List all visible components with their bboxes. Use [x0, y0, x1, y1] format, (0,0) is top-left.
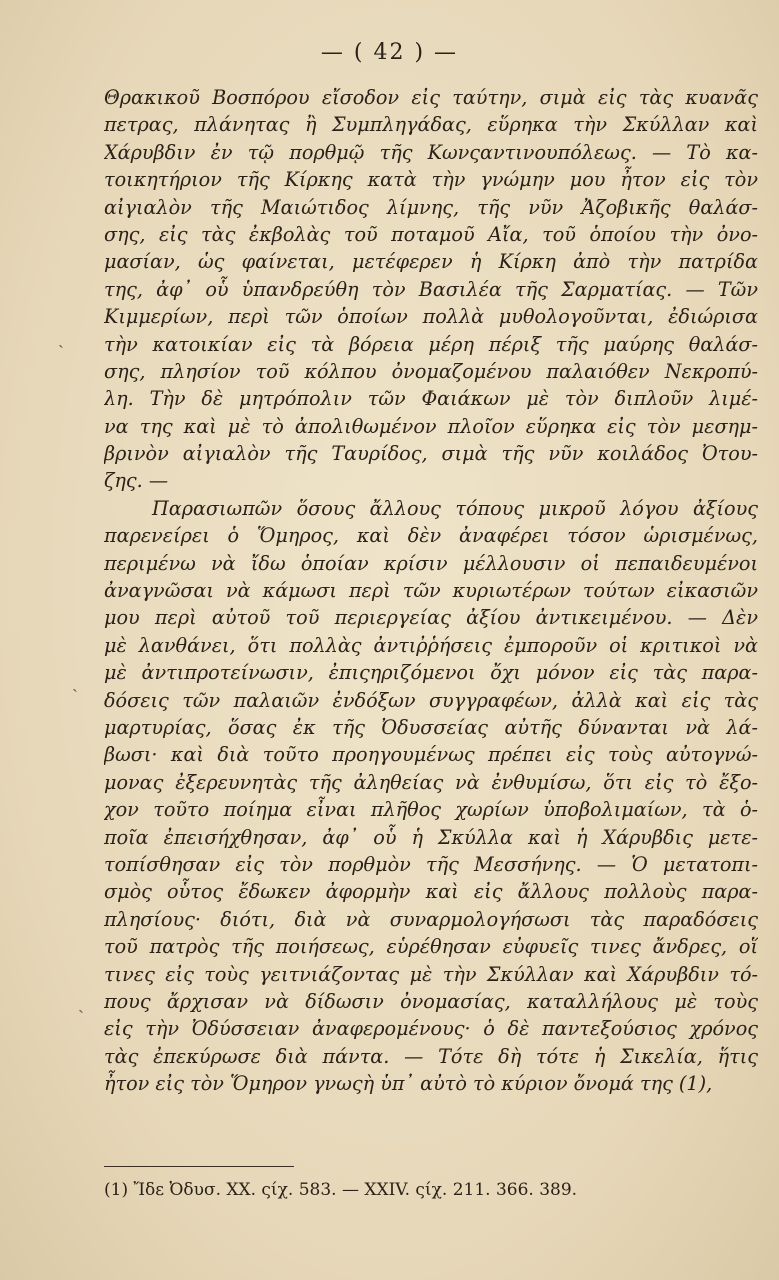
text-line: Θρακικοῦ Βοσπόρου εἴσοδον εἰς ταύτην, σιμὰ εἰς τὰς κυανᾶς	[104, 86, 758, 109]
text-line: ἦτον εἰς τὸν Ὅμηρον γνωςὴ ὑπ᾽ αὐτὸ τὸ κύριον ὄνομά της (1),	[104, 1072, 713, 1096]
text-line: χον τοῦτο ποίημα εἶναι πλῆθος χωρίων ὑποβολιμαίων, τὰ ὁ-	[104, 798, 758, 822]
text-line: τινες εἰς τοὺς γειτνιάζοντας μὲ τὴν Σκύλλαν καὶ Χάρυβδιν τό-	[104, 962, 758, 986]
text-line: τὴν κατοικίαν εἰς τὰ βόρεια μέρη πέριξ τῆς μαύρης θαλάσ-	[104, 332, 758, 356]
text-line: βωσι· καὶ διὰ τοῦτο προηγουμένως πρέπει εἰς τοὺς αὐτογνώ-	[104, 743, 758, 767]
text-line: περιμένω νὰ ἴδω ὁποίαν κρίσιν μέλλουσιν οἱ πεπαιδευμένοι	[104, 551, 758, 575]
text-line: λη. Τὴν δὲ μητρόπολιν τῶν Φαιάκων μὲ τὸν διπλοῦν λιμέ-	[104, 387, 758, 411]
text-line: μονας ἐξερευνητὰς τῆς ἀληθείας νὰ ἐνθυμίσω, ὅτι εἰς τὸ ἔξο-	[104, 770, 758, 794]
text-line: σης, πλησίον τοῦ κόλπου ὀνομαζομένου παλαιόθεν Νεκροπύ-	[104, 359, 758, 383]
body-text	[104, 84, 758, 1097]
text-line: τοῦ πατρὸς τῆς ποιήσεως, εὑρέθησαν εὐφυεῖς τινες ἄνδρες, οἵ	[104, 935, 758, 959]
text-line: τὰς ἐπεκύρωσε διὰ πάντα. — Τότε δὴ τότε ἡ Σικελία, ἥτις	[104, 1044, 758, 1068]
text-line: ποῖα ἐπεισήχθησαν, ἀφ᾽ οὗ ἡ Σκύλλα καὶ ἡ Χάρυβδις μετε-	[104, 825, 758, 849]
text-line: μὲ ἀντιπροτείνωσιν, ἐπιςηριζόμενοι ὄχι μόνον εἰς τὰς παρα-	[104, 661, 758, 685]
footnote: (1) Ἴδε Ὀδυσ. XX. ςίχ. 583. — XXIV. ςίχ. 211. 366. 389.	[104, 1180, 578, 1200]
margin-mark: ˏ	[78, 993, 84, 1014]
text-line: μαρτυρίας, ὅσας ἐκ τῆς Ὀδυσσείας αὐτῆς δύνανται νὰ λά-	[104, 715, 758, 739]
text-line: Παρασιωπῶν ὅσους ἄλλους τόπους μικροῦ λόγου ἀξίους	[152, 496, 758, 520]
text-line: μασίαν, ὡς φαίνεται, μετέφερεν ἡ Κίρκη ἀπὸ τὴν πατρίδα	[104, 250, 758, 274]
text-line: ζης. —	[104, 469, 169, 493]
text-line: τοικητήριον τῆς Κίρκης κατὰ τὴν γνώμην μου ἦτον εἰς τὸν	[104, 168, 758, 192]
page-number-header: — ( 42 ) —	[320, 40, 459, 65]
text-line: να της καὶ μὲ τὸ ἀπολιθωμένον πλοῖον εὕρηκα εἰς τὸν μεσημ-	[104, 414, 758, 438]
margin-mark: ˏ	[58, 328, 64, 349]
footnote-rule	[104, 1166, 294, 1167]
text-line: τοπίσθησαν εἰς τὸν πορθμὸν τῆς Μεσσήνης. — Ὁ μετατοπι-	[104, 852, 758, 876]
text-line: σης, εἰς τὰς ἐκβολὰς τοῦ ποταμοῦ Αἴα, τοῦ ὁποίου τὴν ὀνο-	[104, 222, 758, 246]
text-line: Κιμμερίων, περὶ τῶν ὁποίων πολλὰ μυθολογοῦνται, ἐδιώρισα	[104, 305, 758, 329]
margin-mark: ˏ	[72, 672, 78, 693]
text-line: σμὸς οὗτος ἔδωκεν ἀφορμὴν καὶ εἰς ἄλλους πολλοὺς παρα-	[104, 880, 758, 904]
text-line: μου περὶ αὐτοῦ τοῦ περιεργείας ἀξίου ἀντικειμένου. — Δὲν	[104, 606, 758, 630]
text-line: Χάρυβδιν ἐν τῷ πορθμῷ τῆς Κωνςαντινουπόλεως. — Τὸ κα-	[104, 140, 758, 164]
text-line: της, ἀφ᾽ οὗ ὑπανδρεύθη τὸν Βασιλέα τῆς Σαρματίας. — Τῶν	[104, 277, 758, 301]
text-line: αἰγιαλὸν τῆς Μαιώτιδος λίμνης, τῆς νῦν Ἀζοβικῆς θαλάσ-	[104, 195, 758, 219]
text-line: πλησίους· διότι, διὰ νὰ συναρμολογήσωσι τὰς παραδόσεις	[104, 907, 758, 931]
text-line: πετρας, πλάνητας ἢ Συμπληγάδας, εὕρηκα τὴν Σκύλλαν καὶ	[104, 113, 758, 137]
text-line: ἀναγνῶσαι νὰ κάμωσι περὶ τῶν κυριωτέρων τούτων εἰκασιῶν	[104, 579, 758, 603]
text-line: παρενείρει ὁ Ὅμηρος, καὶ δὲν ἀναφέρει τόσον ὡρισμένως,	[104, 524, 758, 548]
text-line: μὲ λανθάνει, ὅτι πολλὰς ἀντιῤῥήσεις ἐμποροῦν οἱ κριτικοὶ νὰ	[104, 633, 758, 657]
text-line: βρινὸν αἰγιαλὸν τῆς Ταυρίδος, σιμὰ τῆς νῦν κοιλάδος Ὀτου-	[104, 442, 758, 466]
text-line: δόσεις τῶν παλαιῶν ἐνδόξων συγγραφέων, ἀλλὰ καὶ εἰς τὰς	[104, 688, 758, 712]
text-line: εἰς τὴν Ὀδύσσειαν ἀναφερομένους· ὁ δὲ παντεξούσιος χρόνος	[104, 1017, 758, 1041]
text-line: πους ἄρχισαν νὰ δίδωσιν ὀνομασίας, καταλλήλους μὲ τοὺς	[104, 989, 758, 1013]
